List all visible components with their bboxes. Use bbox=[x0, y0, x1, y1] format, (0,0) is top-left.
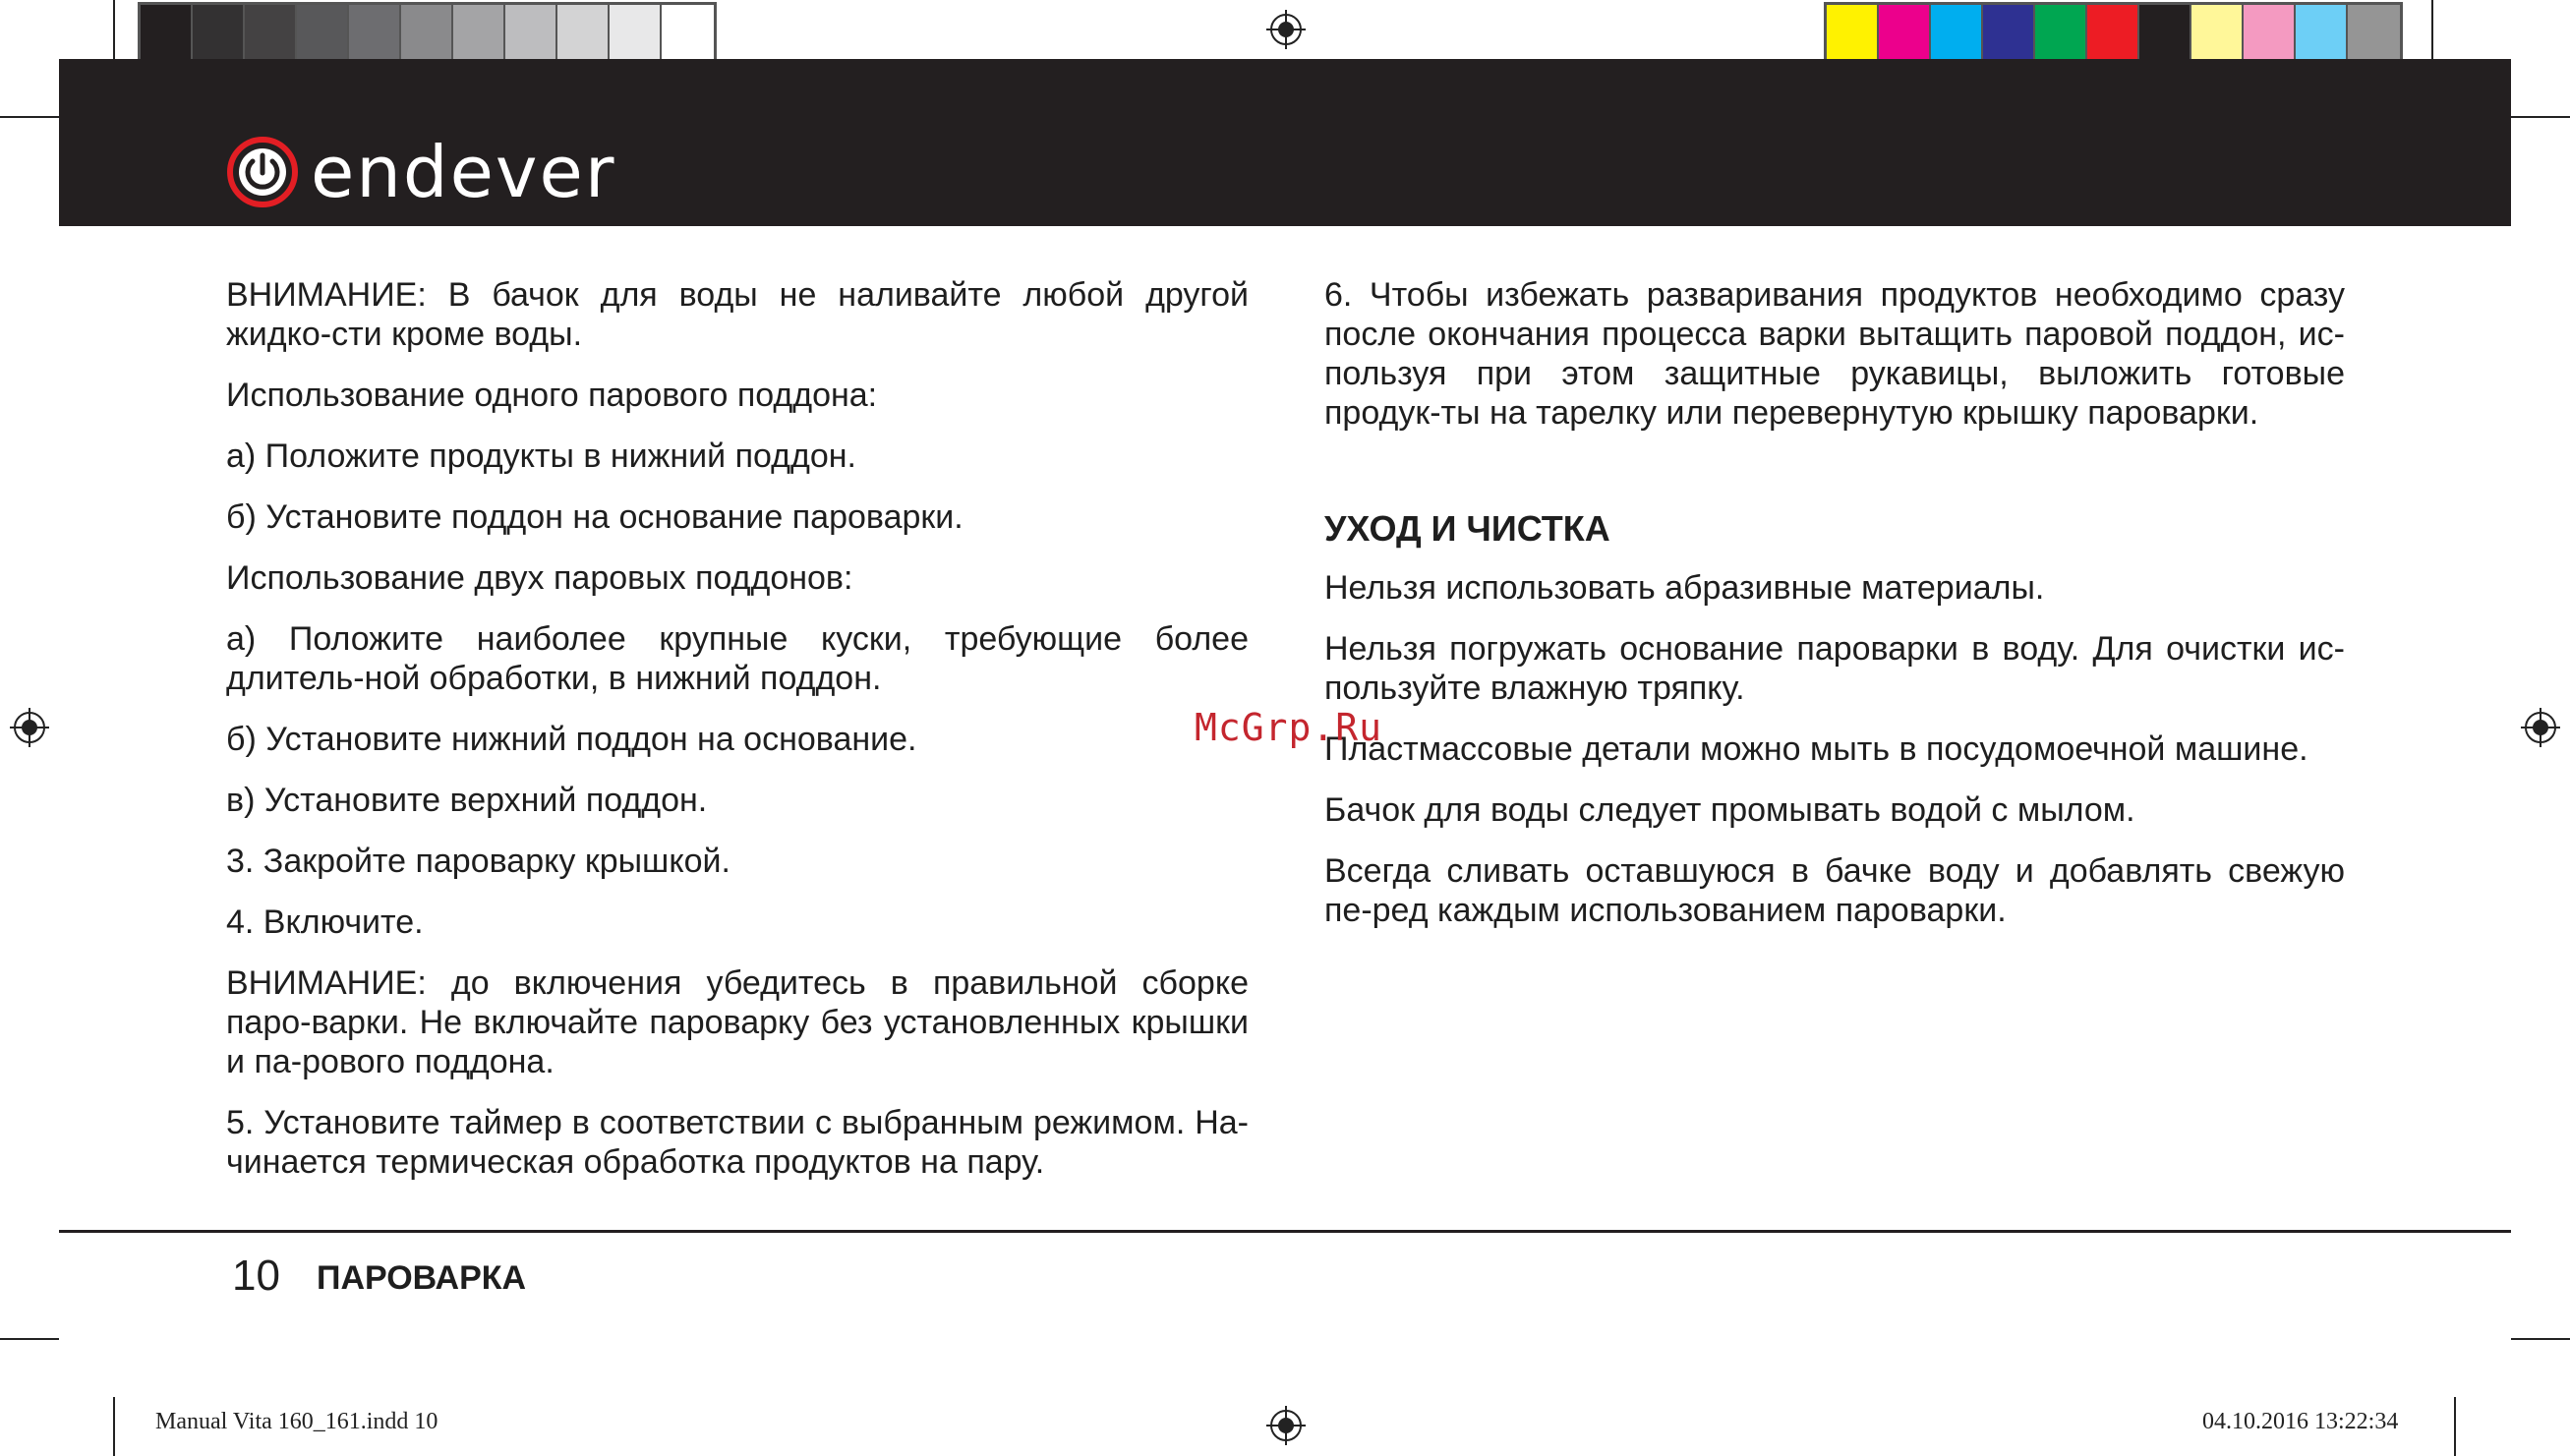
paragraph: б) Установите нижний поддон на основание. bbox=[226, 721, 917, 758]
brand-logo bbox=[226, 131, 616, 213]
paragraph: Использование одного парового поддона: bbox=[226, 377, 878, 414]
paragraph: 4. Включите. bbox=[226, 903, 424, 941]
color-swatch bbox=[1931, 5, 1983, 59]
crop-mark bbox=[113, 0, 115, 59]
color-swatch bbox=[2139, 5, 2191, 59]
paragraph: Бачок для воды следует промывать водой с мылом. bbox=[1324, 791, 2135, 829]
right-column bbox=[1324, 275, 2345, 952]
crop-mark bbox=[2431, 0, 2433, 59]
paragraph: а) Положите наиболее крупные куски, требующие более длитель-ной обработки, в нижний поддон. bbox=[226, 620, 1249, 697]
color-swatch bbox=[193, 5, 245, 59]
color-swatch-bar bbox=[1824, 2, 2403, 62]
crop-mark bbox=[2511, 1338, 2570, 1340]
section-heading: УХОД И ЧИСТКА bbox=[1324, 508, 1610, 549]
color-swatch bbox=[2244, 5, 2296, 59]
paragraph: 6. Чтобы избежать разваривания продуктов необходимо сразу после окончания процесса варки вытащить паровой поддон, ис-пользуя при этом защитные рукавицы, выложить готовые продук-ты на тарелку или перевернутую крышку пароварки. bbox=[1324, 276, 2345, 432]
slug-timestamp: 04.10.2016 13:22:34 bbox=[2202, 1409, 2399, 1434]
color-swatch bbox=[557, 5, 610, 59]
slug-filename: Manual Vita 160_161.indd 10 bbox=[155, 1409, 438, 1434]
color-swatch bbox=[1827, 5, 1879, 59]
paragraph: 3. Закройте пароварку крышкой. bbox=[226, 843, 730, 880]
grayscale-swatch-bar bbox=[138, 2, 717, 62]
color-swatch bbox=[245, 5, 297, 59]
registration-mark-icon bbox=[1266, 1406, 1306, 1445]
registration-mark-icon bbox=[1266, 10, 1306, 49]
color-swatch bbox=[610, 5, 662, 59]
left-column bbox=[226, 275, 1249, 1203]
color-swatch bbox=[349, 5, 401, 59]
power-button-icon bbox=[226, 136, 299, 208]
color-swatch bbox=[2087, 5, 2139, 59]
color-swatch bbox=[453, 5, 505, 59]
watermark: McGrp.Ru bbox=[1195, 706, 1383, 749]
crop-mark bbox=[113, 1397, 115, 1456]
page-number: 10 bbox=[232, 1252, 280, 1300]
paragraph: б) Установите поддон на основание пароварки. bbox=[226, 498, 964, 536]
registration-mark-icon bbox=[2521, 708, 2560, 747]
footer-section-title: ПАРОВАРКА bbox=[317, 1259, 527, 1297]
color-swatch bbox=[2035, 5, 2087, 59]
paragraph: Пластмассовые детали можно мыть в посудомоечной машине. bbox=[1324, 730, 2308, 768]
color-swatch bbox=[2348, 5, 2400, 59]
registration-mark-icon bbox=[10, 708, 49, 747]
paragraph: Всегда сливать оставшуюся в бачке воду и добавлять свежую пе-ред каждым использованием пароварки. bbox=[1324, 852, 2345, 929]
paragraph: в) Установите верхний поддон. bbox=[226, 782, 708, 819]
paragraph: Нельзя использовать абразивные материалы. bbox=[1324, 569, 2045, 607]
color-swatch bbox=[1983, 5, 2035, 59]
paragraph: Нельзя погружать основание пароварки в воду. Для очистки ис-пользуйте влажную тряпку. bbox=[1324, 630, 2345, 707]
color-swatch bbox=[662, 5, 714, 59]
color-swatch bbox=[141, 5, 193, 59]
paragraph: а) Положите продукты в нижний поддон. bbox=[226, 437, 856, 475]
paragraph: ВНИМАНИЕ: В бачок для воды не наливайте любой другой жидко-сти кроме воды. bbox=[226, 276, 1249, 353]
crop-mark bbox=[0, 116, 59, 118]
footer-rule bbox=[59, 1230, 2511, 1233]
crop-mark bbox=[2511, 116, 2570, 118]
paragraph: ВНИМАНИЕ: до включения убедитесь в правильной сборке паро-варки. Не включайте пароварку без установленных крышки и па-рового поддона. bbox=[226, 964, 1249, 1080]
logo-wordmark: endever bbox=[311, 131, 616, 213]
color-swatch bbox=[401, 5, 453, 59]
color-swatch bbox=[2191, 5, 2244, 59]
color-swatch bbox=[1879, 5, 1931, 59]
color-swatch bbox=[297, 5, 349, 59]
crop-mark bbox=[0, 1338, 59, 1340]
crop-mark bbox=[2454, 1397, 2456, 1456]
color-swatch bbox=[2296, 5, 2348, 59]
paragraph: Использование двух паровых поддонов: bbox=[226, 559, 853, 597]
care-list bbox=[1324, 568, 2345, 930]
color-swatch bbox=[505, 5, 557, 59]
paragraph: 5. Установите таймер в соответствии с выбранным режимом. На-чинается термическая обработка продуктов на пару. bbox=[226, 1104, 1249, 1181]
